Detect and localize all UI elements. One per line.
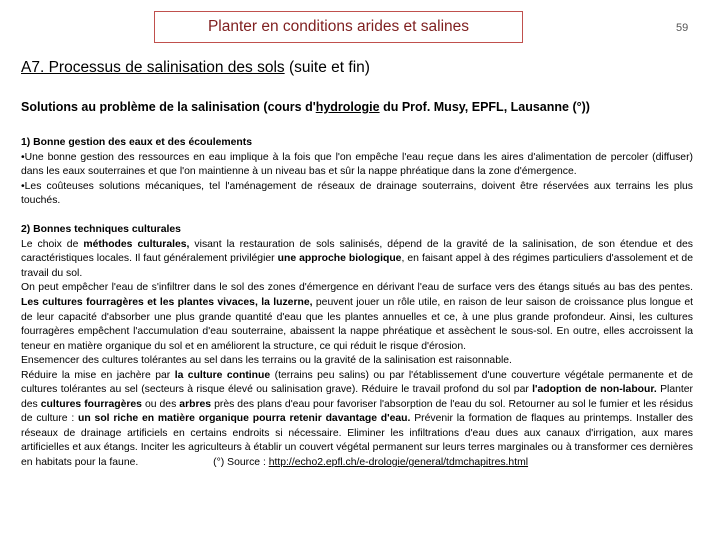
bold-run: la culture continue	[174, 369, 271, 381]
section2-heading-text: 2) Bonnes techniques culturales	[21, 224, 181, 236]
source-label: (°) Source :	[213, 456, 269, 468]
page-number: 59	[676, 22, 689, 34]
source-link[interactable]: http://echo2.epfl.ch/e-drologie/general/tdmchapitres.html	[268, 456, 529, 468]
bold-run: une approche biologique	[277, 253, 402, 265]
bold-run: Les cultures fourragères et les plantes vivaces, la luzerne,	[21, 296, 313, 308]
section2-paragraph-2	[21, 281, 693, 354]
subtitle-part-b: du Prof. Musy, EPFL, Lausanne (°))	[379, 100, 590, 114]
text-run: Prévenir la formation de flaques au printemps. Installer des réseaux de drainage artificiels en certains endroits si nécessaire. Eliminer les infiltrations d'eau dues aux canaux d'irrigation, aux mares artificielles et aux étangs. Inciter les agriculteurs à établir un couvert végétal permanent sur leurs terres marginales ou à transformer ces dernières en habitats pour la faune.	[21, 413, 694, 468]
section1-bullet-2: •Les coûteuses solutions mécaniques, tel l'aménagement de réseaux de drainage souterrains, doivent être réservées aux terrains les plus touchés.	[21, 180, 693, 207]
text-run: ou des	[141, 398, 180, 410]
text-run: On peut empêcher l'eau de s'infiltrer dans le sol des zones d'émergence en dérivant l'eau de surface vers des étangs situés au bas des pentes.	[21, 282, 693, 294]
section2-paragraph-3: Ensemencer des cultures tolérantes au sel dans les terrains ou la gravité de la salinisation est raisonnable.	[21, 355, 512, 367]
bold-run: cultures fourragères	[40, 398, 142, 410]
section1-bullet-1: •Une bonne gestion des ressources en eau implique à la fois que l'on empêche l'eau reçue dans les aires d'alimentation de percoler (diffuser) dans les eaux souterraines et que l'on maintienne à un niveau bas et sûr la nappe phréatique dans la zone d'émergence.	[21, 151, 693, 178]
text-run: Planter des	[21, 384, 694, 410]
bold-run: l'adoption de non-labour.	[532, 384, 657, 396]
text-run: Le choix de	[21, 238, 84, 250]
hydrologie-link[interactable]: hydrologie	[315, 100, 380, 114]
section2-paragraph-4	[21, 369, 693, 471]
bold-run: arbres	[179, 398, 212, 410]
slide-header-box	[154, 11, 523, 43]
slide-body	[21, 136, 693, 471]
slide-title-main: A7. Processus de salinisation des sols	[21, 59, 285, 76]
section2-heading	[21, 223, 693, 238]
section2-paragraph-1	[21, 238, 693, 282]
section1-heading	[21, 136, 693, 151]
text-run: visant la restauration de sols salinisés, dépend de la gravité de la salinisation, de son étendue et des caractéristiques locales. Il faut généralement privilégier	[21, 238, 693, 265]
slide-title	[21, 59, 370, 77]
section-spacer	[21, 209, 693, 224]
text-run: Réduire la mise en jachère par	[21, 369, 175, 381]
header-title: Planter en conditions arides et salines	[207, 18, 470, 35]
text-run: près des plans d'eau pour favoriser l'absorption de l'eau du sol. Retourner au sol le fumier et les résidus de culture :	[21, 398, 693, 425]
section1-heading-text: 1) Bonne gestion des eaux et des écoulements	[21, 137, 252, 148]
slide-title-suffix: (suite et fin)	[284, 59, 370, 76]
bold-run: un sol riche en matière organique pourra retenir davantage d'eau.	[78, 413, 411, 425]
slide-subtitle	[21, 100, 590, 114]
subtitle-part-a: Solutions au problème de la salinisation (cours d'	[21, 100, 316, 114]
text-run: peuvent jouer un rôle utile, en raison de leur saison de croissance plus longue et de leur capacité d'absorber une plus grande quantité d'eau que les plantes annuelles et ce, à une plus grande profondeur. Ainsi, les cultures fourragères empêchent l'accumulation d'eau souterraine, abaissent la nappe phréatique et assèchent le sous-sol. En outre, elles accroissent la teneur en matière organique du sol et en améliorent la structure, ce qui réduit le risque d'érosion.	[21, 296, 693, 352]
bold-run: méthodes culturales,	[83, 238, 190, 250]
text-run: (terrains peu salins) ou par l'établissement d'une couverture végétale permanente et de cultures tolérantes au sel (secteurs à risque élevé ou salinisation grave). Réduire le travail profond du sol par	[21, 369, 694, 396]
text-run: , en faisant appel à des régimes particuliers d'assolement et de travail du sol.	[21, 253, 693, 279]
